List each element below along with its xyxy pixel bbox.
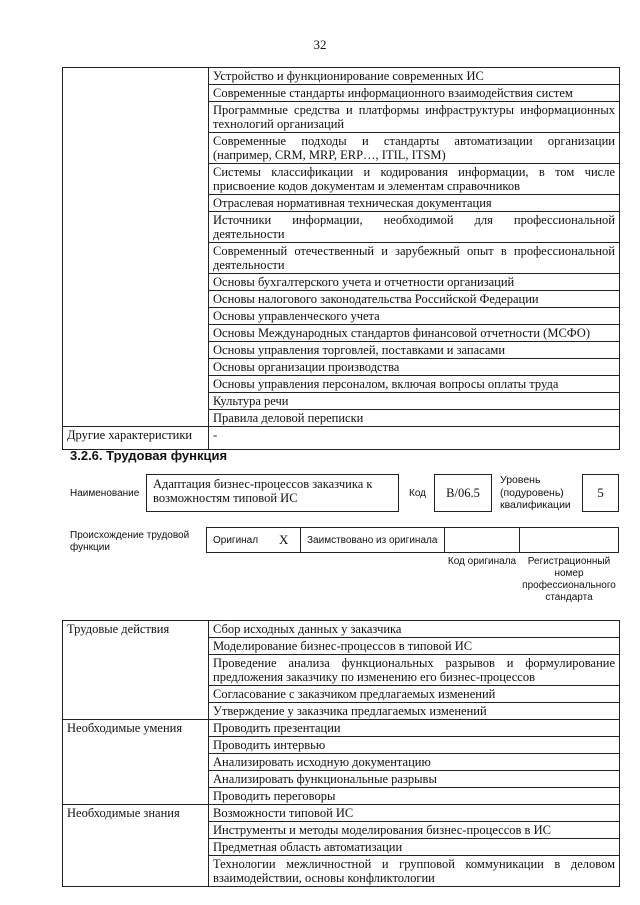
group-label-cell: Трудовые действия — [63, 621, 209, 720]
code-label: Код — [409, 488, 427, 499]
list-item: Возможности типовой ИС — [209, 805, 620, 822]
group-label-cell — [63, 68, 209, 427]
list-item: Утверждение у заказчика предлагаемых изменений — [209, 703, 620, 720]
other-characteristics-label: Другие характеристики — [63, 427, 209, 450]
knowledge-item: Основы Международных стандартов финансовой отчетности (МСФО) — [209, 325, 620, 342]
knowledge-item: Культура речи — [209, 393, 620, 410]
knowledge-item: Программные средства и платформы инфраструктуры информационных технологий организаций — [209, 102, 620, 133]
level-box: 5 — [582, 474, 619, 512]
knowledge-item: Основы управления персоналом, включая вопросы оплаты труда — [209, 376, 620, 393]
list-item: Анализировать исходную документацию — [209, 754, 620, 771]
list-item: Проведение анализа функциональных разрывов и формулирование предложения заказчику по изменению его бизнес-процессов — [209, 655, 620, 686]
group-label-cell: Необходимые знания — [63, 805, 209, 887]
knowledge-item: Источники информации, необходимой для профессиональной деятельности — [209, 212, 620, 243]
knowledge-item: Основы управления торговлей, поставками и запасами — [209, 342, 620, 359]
knowledge-item: Основы налогового законодательства Российской Федерации — [209, 291, 620, 308]
table-row — [63, 427, 620, 450]
page-number: 32 — [313, 37, 327, 52]
knowledge-item: Основы управленческого учета — [209, 308, 620, 325]
labor-function-table — [62, 620, 620, 887]
list-item: Сбор исходных данных у заказчика — [209, 621, 620, 638]
knowledge-item: Современный отечественный и зарубежный опыт в профессиональной деятельности — [209, 243, 620, 274]
list-item: Согласование с заказчиком предлагаемых изменений — [209, 686, 620, 703]
table-row — [63, 68, 620, 85]
original-label: Оригинал — [213, 535, 259, 546]
list-item: Проводить переговоры — [209, 788, 620, 805]
table-row — [63, 720, 620, 737]
knowledge-item: Основы бухгалтерского учета и отчетности организаций — [209, 274, 620, 291]
level-label: Уровень (подуровень) квалификации — [500, 474, 571, 511]
function-name-box: Адаптация бизнес-процессов заказчика к возможностям типовой ИС — [146, 474, 399, 512]
knowledge-item: Современные стандарты информационного взаимодействия систем — [209, 85, 620, 102]
borrowed-cell — [300, 527, 445, 553]
knowledge-item: Системы классификации и кодирования информации, в том числе присвоение кодов документам и элементам справочников — [209, 164, 620, 195]
table-row — [63, 621, 620, 638]
list-item: Моделирование бизнес-процессов в типовой ИС — [209, 638, 620, 655]
origin-code-cell — [444, 527, 520, 553]
reg-number-label: Регистрационный номер профессионального стандарта — [522, 556, 616, 603]
original-mark: X — [279, 532, 289, 547]
list-item: Анализировать функциональные разрывы — [209, 771, 620, 788]
group-label-cell: Необходимые умения — [63, 720, 209, 805]
list-item: Проводить интервью — [209, 737, 620, 754]
reg-number-cell — [519, 527, 619, 553]
original-cell — [206, 527, 301, 553]
function-code-box: B/06.5 — [434, 474, 492, 512]
other-characteristics-value: - — [209, 427, 620, 450]
knowledge-item: Основы организации производства — [209, 359, 620, 376]
knowledge-item: Устройство и функционирование современных ИС — [209, 68, 620, 85]
knowledge-table-continued — [62, 67, 620, 450]
list-item: Технологии межличностной и групповой коммуникации в деловом взаимодействии, основы конфликтологии — [209, 856, 620, 887]
origin-code-label: Код оригинала — [447, 556, 517, 567]
knowledge-item: Правила деловой переписки — [209, 410, 620, 427]
knowledge-item: Современные подходы и стандарты автоматизации организации (например, CRM, MRP, ERP…, ITIL, ITSM) — [209, 133, 620, 164]
borrowed-label: Заимствовано из оригинала — [307, 535, 438, 546]
list-item: Предметная область автоматизации — [209, 839, 620, 856]
origin-row — [206, 527, 619, 553]
table-row — [63, 805, 620, 822]
section-title: 3.2.6. Трудовая функция — [70, 448, 228, 463]
list-item: Инструменты и методы моделирования бизнес-процессов в ИС — [209, 822, 620, 839]
name-label: Наименование — [70, 488, 140, 499]
origin-label: Происхождение трудовой функции — [70, 530, 190, 553]
knowledge-item: Отраслевая нормативная техническая документация — [209, 195, 620, 212]
list-item: Проводить презентации — [209, 720, 620, 737]
